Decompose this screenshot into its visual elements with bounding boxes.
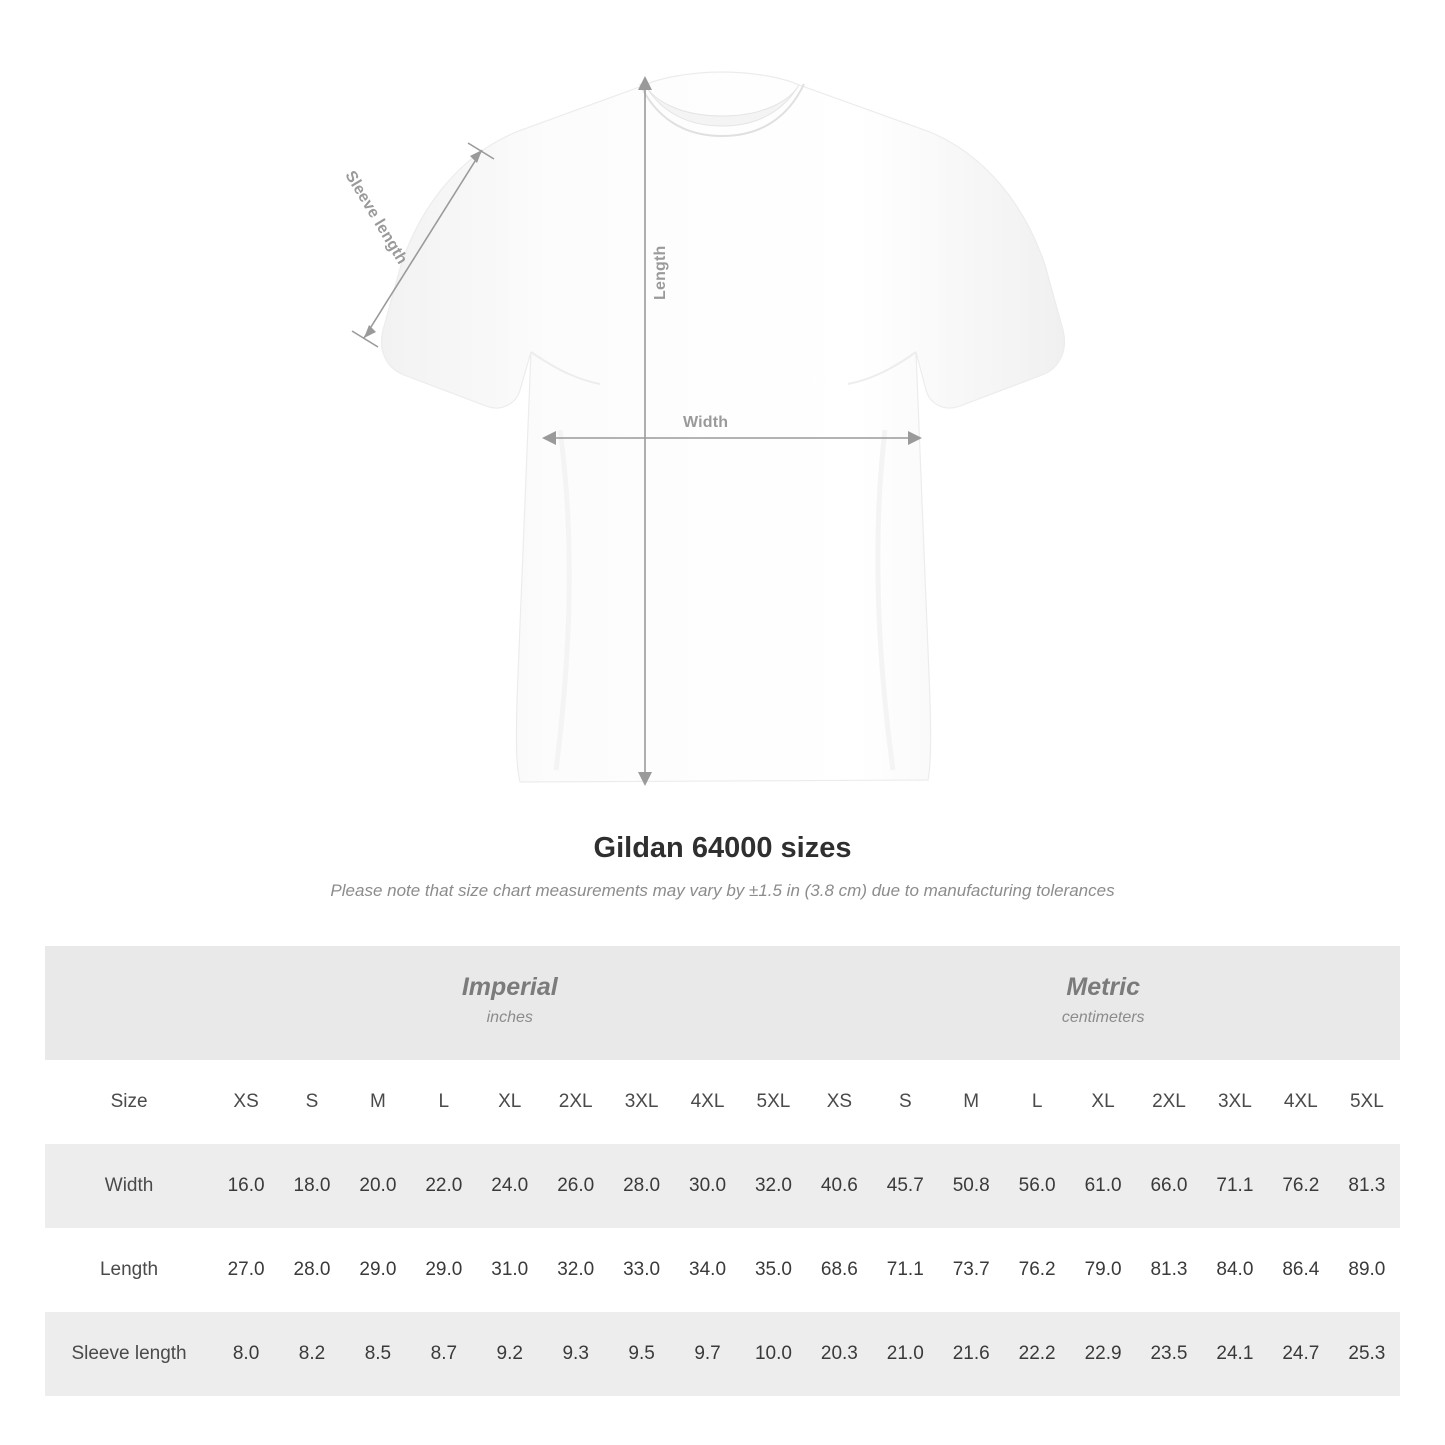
cell-length: 71.1 [872,1228,938,1312]
size-table-wrapper [45,946,1400,1396]
size-header-cell: 3XL [1202,1060,1268,1144]
size-header-cell: XS [806,1060,872,1144]
cell-width: 71.1 [1202,1144,1268,1228]
size-header-cell: 2XL [1136,1060,1202,1144]
cell-sleeve: 9.3 [543,1312,609,1396]
size-header-cell: XL [1070,1060,1136,1144]
cell-length: 73.7 [938,1228,1004,1312]
size-header-cell: S [279,1060,345,1144]
cell-length: 27.0 [213,1228,279,1312]
cell-width: 66.0 [1136,1144,1202,1228]
cell-length: 76.2 [1004,1228,1070,1312]
sleeve-tick-bottom [352,331,378,347]
table-row [45,1144,1400,1228]
cell-width: 26.0 [543,1144,609,1228]
size-header-label: Size [45,1060,213,1144]
unit-group-imperial-sub: inches [486,1009,533,1027]
cell-width: 50.8 [938,1144,1004,1228]
row-label-width: Width [45,1144,213,1228]
cell-width: 61.0 [1070,1144,1136,1228]
cell-sleeve: 9.5 [609,1312,675,1396]
size-header-cell: M [938,1060,1004,1144]
cell-length: 29.0 [345,1228,411,1312]
cell-length: 34.0 [675,1228,741,1312]
cell-length: 79.0 [1070,1228,1136,1312]
size-header-cell: M [345,1060,411,1144]
cell-width: 24.0 [477,1144,543,1228]
sleeve-length-label: Sleeve length [341,168,411,268]
cell-width: 81.3 [1334,1144,1400,1228]
cell-width: 56.0 [1004,1144,1070,1228]
cell-length: 35.0 [740,1228,806,1312]
cell-length: 81.3 [1136,1228,1202,1312]
table-row [45,1228,1400,1312]
page-title: Gildan 64000 sizes [593,832,852,864]
cell-width: 16.0 [213,1144,279,1228]
cell-sleeve: 25.3 [1334,1312,1400,1396]
size-header-cell: L [411,1060,477,1144]
cell-length: 68.6 [806,1228,872,1312]
sleeve-arrow-bottom [364,325,376,338]
unit-group-metric [806,946,1400,1060]
unit-header-row [45,946,1400,1060]
cell-length: 29.0 [411,1228,477,1312]
cell-length: 86.4 [1268,1228,1334,1312]
cell-width: 45.7 [872,1144,938,1228]
unit-group-metric-name: Metric [1066,973,1141,1002]
cell-sleeve: 23.5 [1136,1312,1202,1396]
size-header-cell: 2XL [543,1060,609,1144]
cell-sleeve: 21.6 [938,1312,1004,1396]
size-header-row [45,1060,1400,1144]
cell-sleeve: 21.0 [872,1312,938,1396]
cell-width: 30.0 [675,1144,741,1228]
cell-sleeve: 9.7 [675,1312,741,1396]
size-header-cell: XL [477,1060,543,1144]
cell-width: 40.6 [806,1144,872,1228]
cell-sleeve: 8.7 [411,1312,477,1396]
cell-sleeve: 8.2 [279,1312,345,1396]
size-chart-table [45,946,1400,1396]
unit-group-imperial-name: Imperial [461,973,558,1002]
size-header-cell: 3XL [609,1060,675,1144]
cell-sleeve: 10.0 [740,1312,806,1396]
size-header-cell: XS [213,1060,279,1144]
cell-sleeve: 8.5 [345,1312,411,1396]
table-row [45,1312,1400,1396]
cell-sleeve: 22.2 [1004,1312,1070,1396]
cell-width: 18.0 [279,1144,345,1228]
cell-sleeve: 9.2 [477,1312,543,1396]
cell-length: 32.0 [543,1228,609,1312]
row-label-sleeve-length: Sleeve length [45,1312,213,1396]
cell-width: 28.0 [609,1144,675,1228]
size-header-cell: 5XL [740,1060,806,1144]
cell-sleeve: 24.1 [1202,1312,1268,1396]
cell-length: 31.0 [477,1228,543,1312]
unit-group-metric-sub: centimeters [1061,1009,1145,1027]
row-label-length: Length [45,1228,213,1312]
width-label: Width [683,414,729,431]
cell-width: 20.0 [345,1144,411,1228]
size-header-cell: S [872,1060,938,1144]
length-label: Length [652,245,669,300]
tolerance-note: Please note that size chart measurements may vary by ±1.5 in (3.8 cm) due to manufacturing tolerances [330,881,1115,900]
cell-sleeve: 22.9 [1070,1312,1136,1396]
cell-sleeve: 24.7 [1268,1312,1334,1396]
cell-sleeve: 8.0 [213,1312,279,1396]
cell-width: 76.2 [1268,1144,1334,1228]
cell-sleeve: 20.3 [806,1312,872,1396]
cell-length: 84.0 [1202,1228,1268,1312]
cell-length: 33.0 [609,1228,675,1312]
cell-width: 22.0 [411,1144,477,1228]
size-header-cell: L [1004,1060,1070,1144]
cell-width: 32.0 [740,1144,806,1228]
cell-length: 89.0 [1334,1228,1400,1312]
unit-header-spacer [45,946,213,1060]
size-header-cell: 5XL [1334,1060,1400,1144]
size-header-cell: 4XL [675,1060,741,1144]
cell-length: 28.0 [279,1228,345,1312]
unit-group-imperial [213,946,806,1060]
size-header-cell: 4XL [1268,1060,1334,1144]
